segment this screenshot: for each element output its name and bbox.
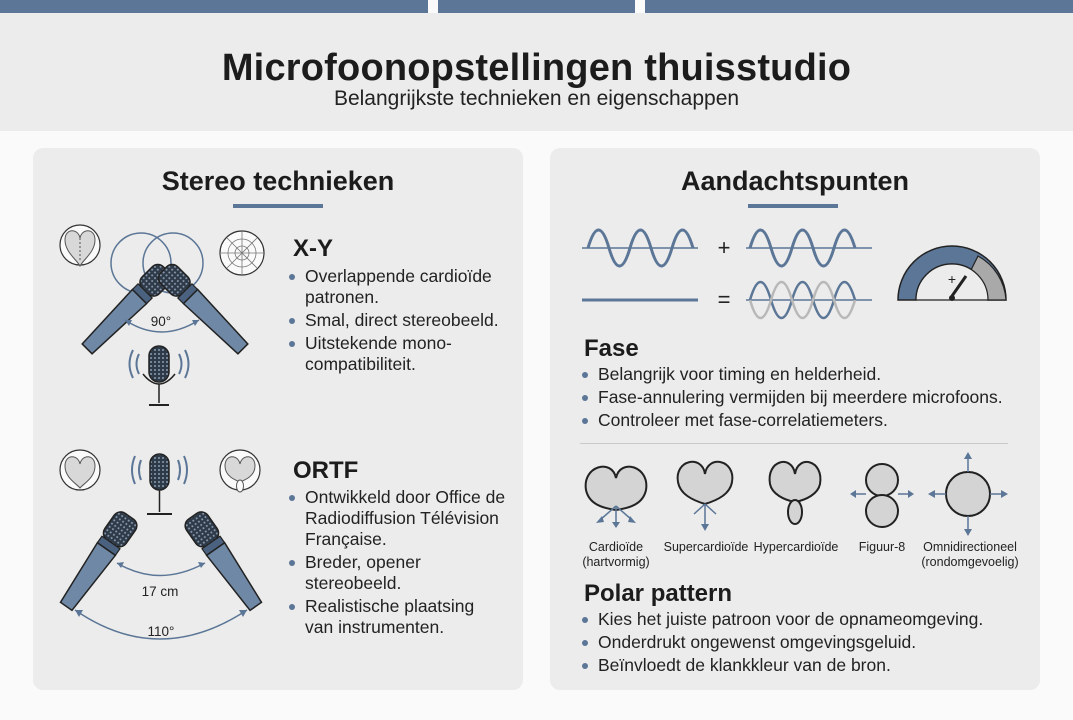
top-bar-3 <box>645 0 1073 13</box>
xy-bullets <box>287 266 507 377</box>
top-bar-1 <box>0 0 428 13</box>
polar-bullet-3: Beïnvloedt de klankkleur van de bron. <box>580 655 1030 676</box>
polar-bullet-1: Kies het juiste patroon voor de opnameomgeving. <box>580 609 1030 630</box>
phase-opposed-waves <box>746 282 872 318</box>
ortf-hypercardioid-icon <box>220 450 260 492</box>
ortf-bullet-1: Ontwikkeld door Office de Radiodiffusion Télévision Française. <box>287 487 507 550</box>
ortf-angle-label: 110° <box>147 624 175 639</box>
ortf-distance-label: 17 cm <box>141 584 179 599</box>
meter-plus-label: + <box>947 271 957 287</box>
phase-wave-a <box>582 230 698 266</box>
omnidirectional-label-sub: (rondomgevoelig) <box>921 555 1019 569</box>
figure-8-label <box>844 540 920 555</box>
polar-bullet-2: Onderdrukt ongewenst omgevingsgeluid. <box>580 632 1030 653</box>
cardioid-label <box>572 540 660 570</box>
stereo-techniques-panel <box>33 148 523 690</box>
xy-title: X-Y <box>293 235 334 262</box>
ortf-source-microphone-icon <box>132 454 187 514</box>
xy-bullet-3: Uitstekende mono-compatibiliteit. <box>287 333 507 375</box>
figure-8-label-name: Figuur-8 <box>858 540 906 554</box>
ortf-title: ORTF <box>293 457 359 484</box>
ortf-bullets <box>287 487 507 640</box>
hypercardioid-label <box>748 540 844 555</box>
polar-title: Polar pattern <box>584 580 733 607</box>
ortf-microphone-left <box>56 509 140 614</box>
attention-points-panel <box>550 148 1040 690</box>
section-divider <box>580 443 1008 444</box>
figure-8-polar-icon <box>850 464 914 527</box>
equals-sign: = <box>717 287 731 312</box>
polar-bullets <box>580 609 1030 678</box>
xy-bullet-1: Overlappende cardioïde patronen. <box>287 266 507 308</box>
ortf-bullet-3: Realistische plaatsing van instrumenten. <box>287 596 507 638</box>
cardioid-pattern-icon <box>60 225 100 266</box>
fase-title: Fase <box>584 335 639 362</box>
cardioid-label-sub: (hartvormig) <box>582 555 650 569</box>
cardioid-polar-icon <box>586 467 647 528</box>
omnidirectional-label <box>914 540 1026 570</box>
plus-sign: + <box>717 235 731 260</box>
fase-bullets <box>580 364 1030 433</box>
top-bar-2 <box>438 0 635 13</box>
omnidirectional-label-name: Omnidirectioneel <box>923 540 1017 554</box>
phase-wave-b <box>746 230 872 266</box>
header <box>0 13 1073 131</box>
omnidirectional-polar-icon <box>928 452 1008 536</box>
page-title: Microfoonopstellingen thuisstudio <box>221 47 852 89</box>
fase-bullet-1: Belangrijk voor timing en helderheid. <box>580 364 1030 385</box>
xy-microphone-right <box>155 261 251 357</box>
polar-grid-icon <box>220 231 264 275</box>
cardioid-label-name: Cardioïde <box>588 540 644 554</box>
xy-angle-label: 90° <box>150 314 172 329</box>
stereo-panel-title: Stereo technieken <box>161 166 395 196</box>
fase-bullet-3: Controleer met fase-correlatiemeters. <box>580 410 1030 431</box>
attention-panel-title: Aandachtspunten <box>680 166 909 196</box>
hypercardioid-polar-icon <box>770 462 821 524</box>
ortf-distance-arc <box>117 563 205 576</box>
supercardioid-label-name: Supercardioïde <box>663 540 749 554</box>
page-subtitle: Belangrijkste technieken en eigenschappen <box>333 87 740 110</box>
xy-bullet-2: Smal, direct stereobeeld. <box>287 310 507 331</box>
supercardioid-label <box>658 540 754 555</box>
supercardioid-polar-icon <box>678 462 733 531</box>
ortf-microphone-right <box>182 509 266 614</box>
ortf-bullet-2: Breder, opener stereobeeld. <box>287 552 507 594</box>
fase-bullet-2: Fase-annulering vermijden bij meerdere microfoons. <box>580 387 1030 408</box>
ortf-cardioid-icon-left <box>60 450 100 490</box>
hypercardioid-label-name: Hypercardioïde <box>753 540 839 554</box>
sound-source-microphone-icon <box>130 346 189 405</box>
